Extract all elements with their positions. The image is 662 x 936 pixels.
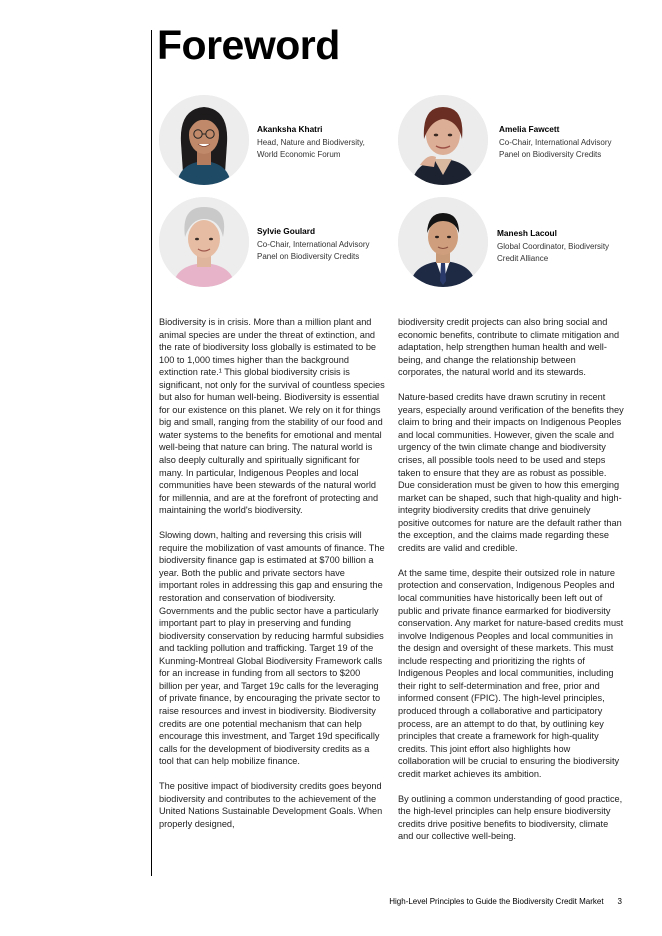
paragraph: Biodiversity is in crisis. More than a million plant and animal species are under the threat of extinction, and the rate of biodiversity loss globally is estimated to be 100 to 1,000 times higher than the background extinction rate.¹ This global biodiversity crisis is significant, not only for the survival of countless species but also for human well-being. Biodiversity is essential for our existence on this planet. We rely on it for things big and small, ranging from the stability of our food and water systems to the benefits for emotional and mental well-being that nature can bring. The natural world is also deeply culturally and spiritually significant for many. In particular, Indigenous Peoples and local communities have been stewards of the natural world for millennia, and are at the forefront of protecting and maintaining the world's biodiversity. xyxy=(159,317,385,516)
avatar-manesh-lacoul xyxy=(398,197,488,287)
person-akanksha-khatri xyxy=(257,124,377,160)
avatar-amelia-fawcett xyxy=(398,95,488,185)
left-column xyxy=(159,316,385,843)
paragraph: Slowing down, halting and reversing this crisis will require the mobilization of vast amounts of finance. The biodiversity finance gap is estimated at $700 billion a year. Both the public and private sectors have important roles in addressing this gap and ensuring the restoration and conservation of biodiversity. Governments and the public sector have a particularly important part to play in preserving and funding biodiversity conservation by reducing harmful subsidies and tackling pollution and trafficking. Target 19 of the Kunming-Montreal Global Biodiversity Framework calls for an increase in funding from all sectors to $200 billion per year, and Target 19c calls for the leveraging of private finance, by encouraging the private sector to raise resources and invest in biodiversity. Biodiversity credits are one potential mechanism that can help encourage this investment, and Target 19d specifically calls for the development of biodiversity credits as a tool that can help mobilize finance. xyxy=(159,530,385,767)
person-sylvie-goulard xyxy=(257,226,377,262)
paragraph: At the same time, despite their outsized role in nature protection and conservation, Indigenous Peoples and local communities have historically been left out of public and private finance earmarked for biodiversity conservation. Any market for nature-based credits must involve Indigenous Peoples and local communities in the design and oversight of these markets. This must include respecting and prioritizing the rights of Indigenous Peoples and local communities, including their right to self-determination and free, prior and informed consent (FPIC). The high-level principles, produced through a collaborative and participatory process, are an attempt to do that, by outlining key principles that create a framework for high-quality credits. This joint effort also highlights how collaboration will be crucial to ensuring the biodiversity credit market achieves its ambition. xyxy=(398,567,624,779)
person-manesh-lacoul xyxy=(497,228,622,264)
person-name: Akanksha Khatri xyxy=(257,124,323,134)
paragraph: The positive impact of biodiversity credits goes beyond biodiversity and contributes to the achievement of the United Nations Sustainable Development Goals. When properly designed, xyxy=(159,781,383,829)
paragraph: Nature-based credits have drawn scrutiny in recent years, especially around verification of the benefits they claim to bring and their impacts on Indigenous Peoples and local communities. However, given the scale and urgency of the twin climate change and biodiversity crises, all possible tools need to be used and steps taken to ensure that they are as robust as possible. Due consideration must be given to how this emerging market can be shaped, such that high-quality and high-integrity biodiversity credits that drive genuinely positive outcomes for nature are the default rather than the exception, and the claims made regarding these credits are valid and credible. xyxy=(398,392,624,553)
vertical-rule xyxy=(151,30,152,876)
person-role: Co-Chair, International Advisory Panel on Biodiversity Credits xyxy=(499,138,612,159)
page-title: Foreword xyxy=(157,22,340,68)
paragraph: biodiversity credit projects can also bring social and economic benefits, contribute to climate mitigation and adaptation, help strengthen human health and well-being, and change the relationship between corporates, the natural world and its stewards. xyxy=(398,317,620,378)
person-name: Sylvie Goulard xyxy=(257,226,316,236)
person-name: Amelia Fawcett xyxy=(499,124,560,134)
footer-title: High-Level Principles to Guide the Biodiversity Credit Market xyxy=(389,897,604,906)
page-number: 3 xyxy=(617,897,622,906)
page-footer xyxy=(389,897,622,906)
avatar-akanksha-khatri xyxy=(159,95,249,185)
person-role: Global Coordinator, Biodiversity Credit Alliance xyxy=(497,242,610,263)
right-column xyxy=(398,316,624,856)
paragraph: By outlining a common understanding of good practice, the high-level principles can help ensure biodiversity credits drive positive benefits to biodiversity, climate and our collective well-being. xyxy=(398,793,623,842)
person-name: Manesh Lacoul xyxy=(497,228,557,238)
person-amelia-fawcett xyxy=(499,124,624,160)
person-role: Head, Nature and Biodiversity, World Economic Forum xyxy=(257,138,365,159)
person-role: Co-Chair, International Advisory Panel on Biodiversity Credits xyxy=(257,240,370,261)
avatar-sylvie-goulard xyxy=(159,197,249,287)
